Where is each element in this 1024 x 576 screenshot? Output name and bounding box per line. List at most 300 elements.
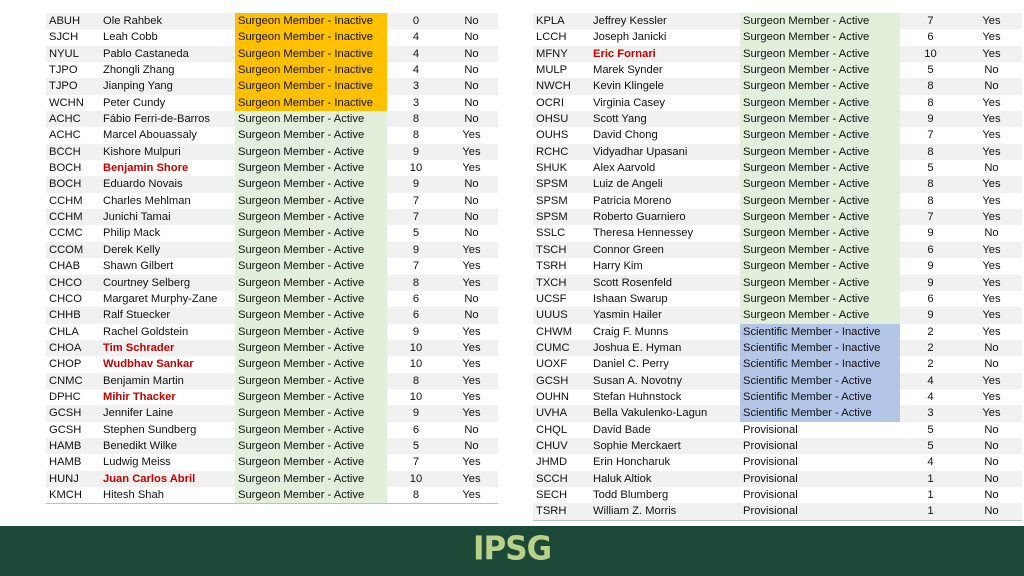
member-name-cell: Alex Aarvold xyxy=(590,160,740,176)
yes-no-cell: Yes xyxy=(958,127,1022,143)
site-code-cell: CCMC xyxy=(46,225,100,241)
member-name-cell: Tim Schrader xyxy=(100,340,235,356)
member-name-cell: Roberto Guarniero xyxy=(590,209,740,225)
yes-no-cell: Yes xyxy=(442,454,498,470)
site-code-cell: TSRH xyxy=(533,503,590,520)
site-code-cell: CHCO xyxy=(46,291,100,307)
membership-status-cell: Surgeon Member - Active xyxy=(740,307,900,323)
count-cell: 9 xyxy=(387,176,442,192)
site-code-cell: CCHM xyxy=(46,193,100,209)
membership-status-cell: Surgeon Member - Inactive xyxy=(235,29,387,45)
count-cell: 5 xyxy=(900,62,958,78)
site-code-cell: UOXF xyxy=(533,356,590,372)
site-code-cell: KMCH xyxy=(46,487,100,504)
count-cell: 5 xyxy=(387,438,442,454)
count-cell: 7 xyxy=(387,258,442,274)
yes-no-cell: No xyxy=(958,422,1022,438)
membership-status-cell: Surgeon Member - Active xyxy=(235,307,387,323)
membership-status-cell: Surgeon Member - Inactive xyxy=(235,46,387,62)
count-cell: 5 xyxy=(900,160,958,176)
table-row xyxy=(533,356,1022,372)
site-code-cell: MFNY xyxy=(533,46,590,62)
membership-status-cell: Scientific Member - Active xyxy=(740,405,900,421)
member-name-cell: Peter Cundy xyxy=(100,95,235,111)
membership-status-cell: Provisional xyxy=(740,422,900,438)
site-code-cell: OHSU xyxy=(533,111,590,127)
membership-status-cell: Provisional xyxy=(740,438,900,454)
table-row xyxy=(46,95,498,111)
yes-no-cell: No xyxy=(442,13,498,29)
count-cell: 0 xyxy=(387,13,442,29)
member-name-cell: Shawn Gilbert xyxy=(100,258,235,274)
site-code-cell: CCOM xyxy=(46,242,100,258)
site-code-cell: ACHC xyxy=(46,111,100,127)
membership-status-cell: Surgeon Member - Active xyxy=(235,160,387,176)
yes-no-cell: Yes xyxy=(442,373,498,389)
count-cell: 10 xyxy=(387,356,442,372)
table-row xyxy=(46,324,498,340)
yes-no-cell: Yes xyxy=(958,144,1022,160)
count-cell: 4 xyxy=(900,373,958,389)
membership-status-cell: Surgeon Member - Inactive xyxy=(235,95,387,111)
membership-status-cell: Surgeon Member - Inactive xyxy=(235,78,387,94)
membership-status-cell: Surgeon Member - Active xyxy=(740,62,900,78)
count-cell: 9 xyxy=(900,307,958,323)
site-code-cell: SECH xyxy=(533,487,590,503)
yes-no-cell: Yes xyxy=(442,471,498,487)
site-code-cell: CCHM xyxy=(46,209,100,225)
site-code-cell: BCCH xyxy=(46,144,100,160)
site-code-cell: NYUL xyxy=(46,46,100,62)
member-name-cell: Wudbhav Sankar xyxy=(100,356,235,372)
count-cell: 10 xyxy=(387,340,442,356)
table-row xyxy=(46,356,498,372)
table-row xyxy=(533,258,1022,274)
membership-status-cell: Surgeon Member - Active xyxy=(740,160,900,176)
table-row xyxy=(533,389,1022,405)
site-code-cell: TJPO xyxy=(46,62,100,78)
site-code-cell: CHUV xyxy=(533,438,590,454)
site-code-cell: OCRI xyxy=(533,95,590,111)
count-cell: 7 xyxy=(387,193,442,209)
membership-status-cell: Scientific Member - Inactive xyxy=(740,324,900,340)
yes-no-cell: No xyxy=(442,46,498,62)
membership-status-cell: Surgeon Member - Active xyxy=(235,127,387,143)
count-cell: 4 xyxy=(387,29,442,45)
yes-no-cell: Yes xyxy=(958,307,1022,323)
yes-no-cell: Yes xyxy=(958,373,1022,389)
yes-no-cell: Yes xyxy=(442,127,498,143)
count-cell: 3 xyxy=(900,405,958,421)
table-row xyxy=(533,275,1022,291)
member-name-cell: Joseph Janicki xyxy=(590,29,740,45)
member-name-cell: Rachel Goldstein xyxy=(100,324,235,340)
member-name-cell: Eric Fornari xyxy=(590,46,740,62)
membership-status-cell: Surgeon Member - Active xyxy=(235,242,387,258)
member-name-cell: Todd Blumberg xyxy=(590,487,740,503)
count-cell: 10 xyxy=(900,46,958,62)
table-row xyxy=(533,373,1022,389)
membership-status-cell: Surgeon Member - Active xyxy=(740,46,900,62)
table-row xyxy=(46,454,498,470)
yes-no-cell: Yes xyxy=(958,29,1022,45)
yes-no-cell: Yes xyxy=(442,356,498,372)
site-code-cell: HAMB xyxy=(46,438,100,454)
table-row xyxy=(533,62,1022,78)
table-row xyxy=(46,487,498,504)
site-code-cell: SJCH xyxy=(46,29,100,45)
yes-no-cell: No xyxy=(958,340,1022,356)
yes-no-cell: Yes xyxy=(958,258,1022,274)
table-row xyxy=(533,29,1022,45)
yes-no-cell: Yes xyxy=(442,389,498,405)
yes-no-cell: No xyxy=(958,454,1022,470)
table-row xyxy=(533,78,1022,94)
count-cell: 5 xyxy=(900,422,958,438)
site-code-cell: TSCH xyxy=(533,242,590,258)
yes-no-cell: Yes xyxy=(442,242,498,258)
table-row xyxy=(46,422,498,438)
site-code-cell: HAMB xyxy=(46,454,100,470)
yes-no-cell: No xyxy=(442,225,498,241)
member-name-cell: Jeffrey Kessler xyxy=(590,13,740,29)
table-row xyxy=(46,193,498,209)
membership-status-cell: Surgeon Member - Active xyxy=(235,405,387,421)
count-cell: 10 xyxy=(387,389,442,405)
member-name-cell: David Chong xyxy=(590,127,740,143)
yes-no-cell: Yes xyxy=(958,95,1022,111)
table-row xyxy=(533,324,1022,340)
yes-no-cell: Yes xyxy=(958,193,1022,209)
yes-no-cell: No xyxy=(958,471,1022,487)
membership-status-cell: Surgeon Member - Active xyxy=(235,176,387,192)
yes-no-cell: No xyxy=(442,29,498,45)
member-name-cell: Leah Cobb xyxy=(100,29,235,45)
table-row xyxy=(46,225,498,241)
count-cell: 9 xyxy=(900,258,958,274)
count-cell: 9 xyxy=(900,225,958,241)
yes-no-cell: No xyxy=(442,193,498,209)
member-name-cell: Zhongli Zhang xyxy=(100,62,235,78)
member-name-cell: Vidyadhar Upasani xyxy=(590,144,740,160)
table-row xyxy=(46,13,498,29)
count-cell: 2 xyxy=(900,356,958,372)
membership-status-cell: Surgeon Member - Active xyxy=(740,225,900,241)
table-row xyxy=(46,275,498,291)
table-row xyxy=(46,62,498,78)
member-name-cell: Scott Rosenfeld xyxy=(590,275,740,291)
table-row xyxy=(533,13,1022,29)
member-name-cell: Charles Mehlman xyxy=(100,193,235,209)
yes-no-cell: Yes xyxy=(442,160,498,176)
yes-no-cell: Yes xyxy=(958,242,1022,258)
count-cell: 2 xyxy=(900,340,958,356)
membership-status-cell: Surgeon Member - Active xyxy=(740,176,900,192)
member-name-cell: Harry Kim xyxy=(590,258,740,274)
table-row xyxy=(533,95,1022,111)
membership-status-cell: Surgeon Member - Active xyxy=(235,438,387,454)
membership-status-cell: Provisional xyxy=(740,454,900,470)
yes-no-cell: Yes xyxy=(442,144,498,160)
membership-status-cell: Surgeon Member - Active xyxy=(235,291,387,307)
count-cell: 8 xyxy=(387,275,442,291)
member-name-cell: Erin Honcharuk xyxy=(590,454,740,470)
table-row xyxy=(46,127,498,143)
member-name-cell: Luiz de Angeli xyxy=(590,176,740,192)
table-row xyxy=(533,471,1022,487)
membership-status-cell: Surgeon Member - Active xyxy=(740,78,900,94)
membership-status-cell: Surgeon Member - Active xyxy=(740,291,900,307)
yes-no-cell: No xyxy=(958,160,1022,176)
table-row xyxy=(533,291,1022,307)
table-row xyxy=(533,487,1022,503)
membership-status-cell: Surgeon Member - Active xyxy=(235,258,387,274)
member-name-cell: Marcel Abouassaly xyxy=(100,127,235,143)
membership-status-cell: Surgeon Member - Active xyxy=(235,422,387,438)
yes-no-cell: Yes xyxy=(958,46,1022,62)
count-cell: 9 xyxy=(900,111,958,127)
site-code-cell: KPLA xyxy=(533,13,590,29)
table-row xyxy=(46,438,498,454)
yes-no-cell: No xyxy=(442,438,498,454)
membership-status-cell: Surgeon Member - Active xyxy=(740,258,900,274)
table-row xyxy=(533,454,1022,470)
yes-no-cell: No xyxy=(442,176,498,192)
member-name-cell: Mihir Thacker xyxy=(100,389,235,405)
count-cell: 4 xyxy=(900,389,958,405)
count-cell: 9 xyxy=(900,275,958,291)
count-cell: 3 xyxy=(387,95,442,111)
member-name-cell: Bella Vakulenko-Lagun xyxy=(590,405,740,421)
yes-no-cell: Yes xyxy=(442,258,498,274)
table-row xyxy=(533,503,1022,520)
table-row xyxy=(46,160,498,176)
membership-status-cell: Scientific Member - Inactive xyxy=(740,340,900,356)
site-code-cell: TSRH xyxy=(533,258,590,274)
site-code-cell: CUMC xyxy=(533,340,590,356)
count-cell: 8 xyxy=(387,127,442,143)
membership-status-cell: Surgeon Member - Active xyxy=(740,144,900,160)
site-code-cell: OUHN xyxy=(533,389,590,405)
membership-status-cell: Surgeon Member - Active xyxy=(740,242,900,258)
table-row xyxy=(533,340,1022,356)
yes-no-cell: Yes xyxy=(958,324,1022,340)
member-name-cell: Theresa Hennessey xyxy=(590,225,740,241)
site-code-cell: CHOA xyxy=(46,340,100,356)
site-code-cell: GCSH xyxy=(533,373,590,389)
membership-status-cell: Scientific Member - Inactive xyxy=(740,356,900,372)
table-row xyxy=(46,291,498,307)
site-code-cell: ABUH xyxy=(46,13,100,29)
site-code-cell: GCSH xyxy=(46,405,100,421)
membership-status-cell: Surgeon Member - Active xyxy=(740,193,900,209)
yes-no-cell: No xyxy=(958,62,1022,78)
member-name-cell: Susan A. Novotny xyxy=(590,373,740,389)
yes-no-cell: No xyxy=(442,78,498,94)
count-cell: 5 xyxy=(387,225,442,241)
table-row xyxy=(46,176,498,192)
table-row xyxy=(46,209,498,225)
count-cell: 9 xyxy=(387,405,442,421)
member-name-cell: Daniel C. Perry xyxy=(590,356,740,372)
yes-no-cell: No xyxy=(958,503,1022,520)
table-row xyxy=(533,225,1022,241)
membership-status-cell: Surgeon Member - Active xyxy=(235,193,387,209)
membership-status-cell: Surgeon Member - Active xyxy=(235,225,387,241)
site-code-cell: MULP xyxy=(533,62,590,78)
table-row xyxy=(533,160,1022,176)
site-code-cell: GCSH xyxy=(46,422,100,438)
count-cell: 7 xyxy=(387,209,442,225)
count-cell: 4 xyxy=(387,46,442,62)
member-name-cell: Pablo Castaneda xyxy=(100,46,235,62)
yes-no-cell: No xyxy=(442,62,498,78)
membership-status-cell: Surgeon Member - Active xyxy=(235,275,387,291)
count-cell: 3 xyxy=(387,78,442,94)
site-code-cell: BOCH xyxy=(46,176,100,192)
site-code-cell: CNMC xyxy=(46,373,100,389)
count-cell: 8 xyxy=(387,111,442,127)
membership-status-cell: Provisional xyxy=(740,503,900,520)
site-code-cell: UUUS xyxy=(533,307,590,323)
table-row xyxy=(46,373,498,389)
member-name-cell: Benedikt Wilke xyxy=(100,438,235,454)
count-cell: 10 xyxy=(387,160,442,176)
member-name-cell: William Z. Morris xyxy=(590,503,740,520)
site-code-cell: HUNJ xyxy=(46,471,100,487)
member-name-cell: Jennifer Laine xyxy=(100,405,235,421)
yes-no-cell: No xyxy=(958,78,1022,94)
member-name-cell: Ishaan Swarup xyxy=(590,291,740,307)
yes-no-cell: Yes xyxy=(442,405,498,421)
membership-status-cell: Surgeon Member - Active xyxy=(235,340,387,356)
count-cell: 6 xyxy=(387,307,442,323)
yes-no-cell: No xyxy=(958,487,1022,503)
member-name-cell: Ole Rahbek xyxy=(100,13,235,29)
membership-status-cell: Surgeon Member - Active xyxy=(740,29,900,45)
yes-no-cell: Yes xyxy=(958,275,1022,291)
table-row xyxy=(533,438,1022,454)
member-name-cell: Junichi Tamai xyxy=(100,209,235,225)
member-name-cell: Juan Carlos Abril xyxy=(100,471,235,487)
site-code-cell: TXCH xyxy=(533,275,590,291)
count-cell: 6 xyxy=(900,242,958,258)
count-cell: 8 xyxy=(900,78,958,94)
table-row xyxy=(46,144,498,160)
member-name-cell: Yasmin Hailer xyxy=(590,307,740,323)
table-row xyxy=(46,111,498,127)
count-cell: 6 xyxy=(387,291,442,307)
site-code-cell: DPHC xyxy=(46,389,100,405)
member-table-right xyxy=(533,13,1022,521)
yes-no-cell: No xyxy=(442,95,498,111)
site-code-cell: RCHC xyxy=(533,144,590,160)
member-name-cell: Kishore Mulpuri xyxy=(100,144,235,160)
site-code-cell: CHQL xyxy=(533,422,590,438)
member-name-cell: Stephen Sundberg xyxy=(100,422,235,438)
yes-no-cell: No xyxy=(442,291,498,307)
site-code-cell: CHOP xyxy=(46,356,100,372)
member-name-cell: Eduardo Novais xyxy=(100,176,235,192)
count-cell: 8 xyxy=(387,373,442,389)
site-code-cell: UVHA xyxy=(533,405,590,421)
member-name-cell: Hitesh Shah xyxy=(100,487,235,504)
yes-no-cell: No xyxy=(442,307,498,323)
member-table-right-body xyxy=(533,13,1022,520)
member-name-cell: Sophie Merckaert xyxy=(590,438,740,454)
yes-no-cell: Yes xyxy=(958,209,1022,225)
site-code-cell: SCCH xyxy=(533,471,590,487)
member-name-cell: Margaret Murphy-Zane xyxy=(100,291,235,307)
count-cell: 4 xyxy=(387,62,442,78)
site-code-cell: SHUK xyxy=(533,160,590,176)
membership-status-cell: Surgeon Member - Active xyxy=(235,144,387,160)
membership-status-cell: Surgeon Member - Active xyxy=(740,275,900,291)
count-cell: 6 xyxy=(900,291,958,307)
member-name-cell: Scott Yang xyxy=(590,111,740,127)
membership-status-cell: Surgeon Member - Active xyxy=(235,487,387,504)
ipsg-logo xyxy=(470,529,554,569)
yes-no-cell: No xyxy=(958,225,1022,241)
member-name-cell: Patricia Moreno xyxy=(590,193,740,209)
count-cell: 6 xyxy=(387,422,442,438)
site-code-cell: CHHB xyxy=(46,307,100,323)
table-row xyxy=(46,29,498,45)
table-row xyxy=(46,78,498,94)
membership-status-cell: Surgeon Member - Active xyxy=(740,209,900,225)
member-name-cell: Stefan Huhnstock xyxy=(590,389,740,405)
site-code-cell: SPSM xyxy=(533,209,590,225)
count-cell: 9 xyxy=(387,324,442,340)
site-code-cell: NWCH xyxy=(533,78,590,94)
membership-status-cell: Surgeon Member - Active xyxy=(740,13,900,29)
member-name-cell: David Bade xyxy=(590,422,740,438)
count-cell: 2 xyxy=(900,324,958,340)
yes-no-cell: Yes xyxy=(442,324,498,340)
yes-no-cell: Yes xyxy=(958,405,1022,421)
yes-no-cell: No xyxy=(442,209,498,225)
yes-no-cell: Yes xyxy=(958,111,1022,127)
table-row xyxy=(533,46,1022,62)
site-code-cell: CHLA xyxy=(46,324,100,340)
member-name-cell: Ludwig Meiss xyxy=(100,454,235,470)
site-code-cell: SPSM xyxy=(533,193,590,209)
member-name-cell: Benjamin Shore xyxy=(100,160,235,176)
count-cell: 7 xyxy=(900,127,958,143)
logo-text: IPSG xyxy=(472,530,552,568)
member-name-cell: Joshua E. Hyman xyxy=(590,340,740,356)
site-code-cell: JHMD xyxy=(533,454,590,470)
membership-status-cell: Surgeon Member - Active xyxy=(235,454,387,470)
membership-status-cell: Surgeon Member - Inactive xyxy=(235,62,387,78)
count-cell: 1 xyxy=(900,471,958,487)
site-code-cell: BOCH xyxy=(46,160,100,176)
site-code-cell: WCHN xyxy=(46,95,100,111)
table-row xyxy=(533,144,1022,160)
table-row xyxy=(46,242,498,258)
membership-status-cell: Surgeon Member - Active xyxy=(740,111,900,127)
membership-status-cell: Surgeon Member - Active xyxy=(235,209,387,225)
yes-no-cell: No xyxy=(958,356,1022,372)
table-row xyxy=(533,307,1022,323)
membership-status-cell: Surgeon Member - Inactive xyxy=(235,13,387,29)
count-cell: 10 xyxy=(387,471,442,487)
member-table-left-body xyxy=(46,13,498,504)
membership-status-cell: Surgeon Member - Active xyxy=(235,373,387,389)
count-cell: 9 xyxy=(387,242,442,258)
member-name-cell: Philip Mack xyxy=(100,225,235,241)
yes-no-cell: Yes xyxy=(442,340,498,356)
